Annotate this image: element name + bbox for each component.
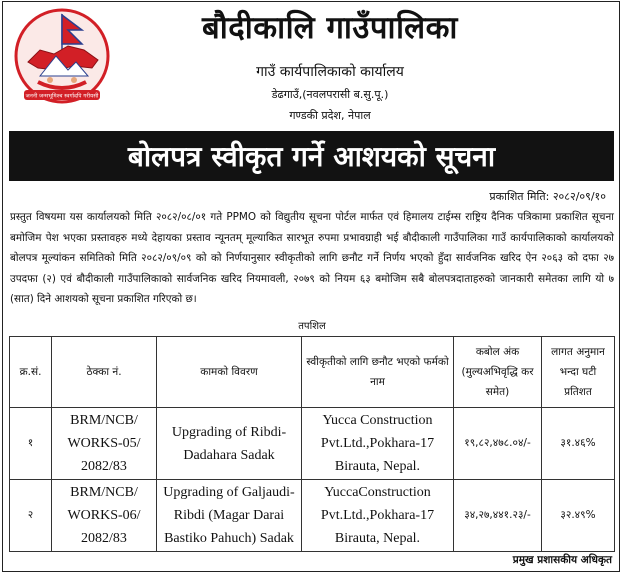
table-header-row [10, 337, 615, 408]
notice-title-banner [9, 131, 614, 181]
cell-description: Upgrading of Ribdi- Dadahara Sadak [157, 408, 302, 480]
office-name: गाउँ कार्यपालिकाको कार्यालय [256, 64, 404, 80]
published-date: प्रकाशित मिति: २०८२/०९/१० [489, 190, 606, 203]
works-table [9, 336, 615, 552]
notice-title: बोलपत्र स्वीकृत गर्ने आशयको सूचना [127, 140, 496, 173]
table-row [10, 480, 615, 552]
col-header-below-estimate: लागत अनुमान भन्दा घटी प्रतिशत [542, 337, 615, 408]
col-header-sn: क्र.सं. [10, 337, 52, 408]
cell-contract-no: BRM/NCB/ WORKS-05/ 2082/83 [52, 408, 157, 480]
col-header-contract-no: ठेक्का नं. [52, 337, 157, 408]
signatory-title: प्रमुख प्रशासकीय अधिकृत [512, 554, 612, 566]
table-row [10, 408, 615, 480]
col-header-firm: स्वीकृतीको लागि छनौट भएको फर्मको नाम [302, 337, 454, 408]
office-address: डेढगाउँ,(नवलपरासी ब.सु.पू.) [271, 88, 389, 101]
cell-below-estimate: ३१.४६% [542, 408, 615, 480]
nepal-government-emblem-icon [10, 6, 114, 106]
cell-sn: २ [10, 480, 52, 552]
cell-firm: YuccaConstruction Pvt.Ltd.,Pokhara-17 Birauta, Nepal. [302, 480, 454, 552]
emblem-motto: जननी जन्मभूमिश्च स्वर्गादपि गरीयसी [25, 93, 99, 100]
cell-description: Upgrading of Galjaudi- Ribdi (Magar Darai Bastiko Pahuch) Sadak [157, 480, 302, 552]
cell-firm: Yucca Construction Pvt.Ltd.,Pokhara-17 Birauta, Nepal. [302, 408, 454, 480]
cell-contract-no: BRM/NCB/ WORKS-06/ 2082/83 [52, 480, 157, 552]
cell-bid-amount: १९,८२,४७८.०४/- [454, 408, 542, 480]
cell-below-estimate: ३२.४९% [542, 480, 615, 552]
cell-bid-amount: ३४,२७,४४१.२३/- [454, 480, 542, 552]
province-line: गण्डकी प्रदेश, नेपाल [289, 109, 371, 122]
table-title: तपशिल [298, 321, 326, 332]
notice-body: प्रस्तुत विषयमा यस कार्यालयको मिति २०८२/०८/०१ गते PPMO को विद्युतीय सूचना पोर्टल मार्फत एवं हिमालय टाईम्स राष्ट्रिय दैनिक पत्रिकामा प्रकाशित सूचना बमोजिम पेश भएका प्रस्तावहरु मध्ये देहायका प्रस्ताव न्यूनतम् मूल्याकित सारभूत रुपमा प्रभावग्राही भई बौदीकाली गाउँपालिका गाउँ कार्यपालिकाको कार्यालयको बोलपत्र मूल्यांकन समितिको मिति २०८२/०९/०९ को को निर्णयानुसार स्वीकृतीको लागि छनौट गर्ने निर्णय भएको हुँदा सार्वजनिक खरिद ऐन २०६३ को दफा २७ उपदफा (२) एवं बौदीकाली गाउँपालिकाको सार्वजनिक खरिद नियमावली, २०७९ को नियम ६३ बमोजिम सबै बोलपत्रदाताहरुको जानकारी समेतका लागि यो ७ (सात) दिने आशयको सूचना प्रकाशित गरिएको छ। [10, 211, 614, 305]
org-name: बौदीकालि गाउँपालिका [202, 10, 458, 46]
cell-sn: १ [10, 408, 52, 480]
col-header-bid-amount: कबोल अंक (मुल्यअभिवृद्धि कर समेत) [454, 337, 542, 408]
col-header-description: कामको विवरण [157, 337, 302, 408]
